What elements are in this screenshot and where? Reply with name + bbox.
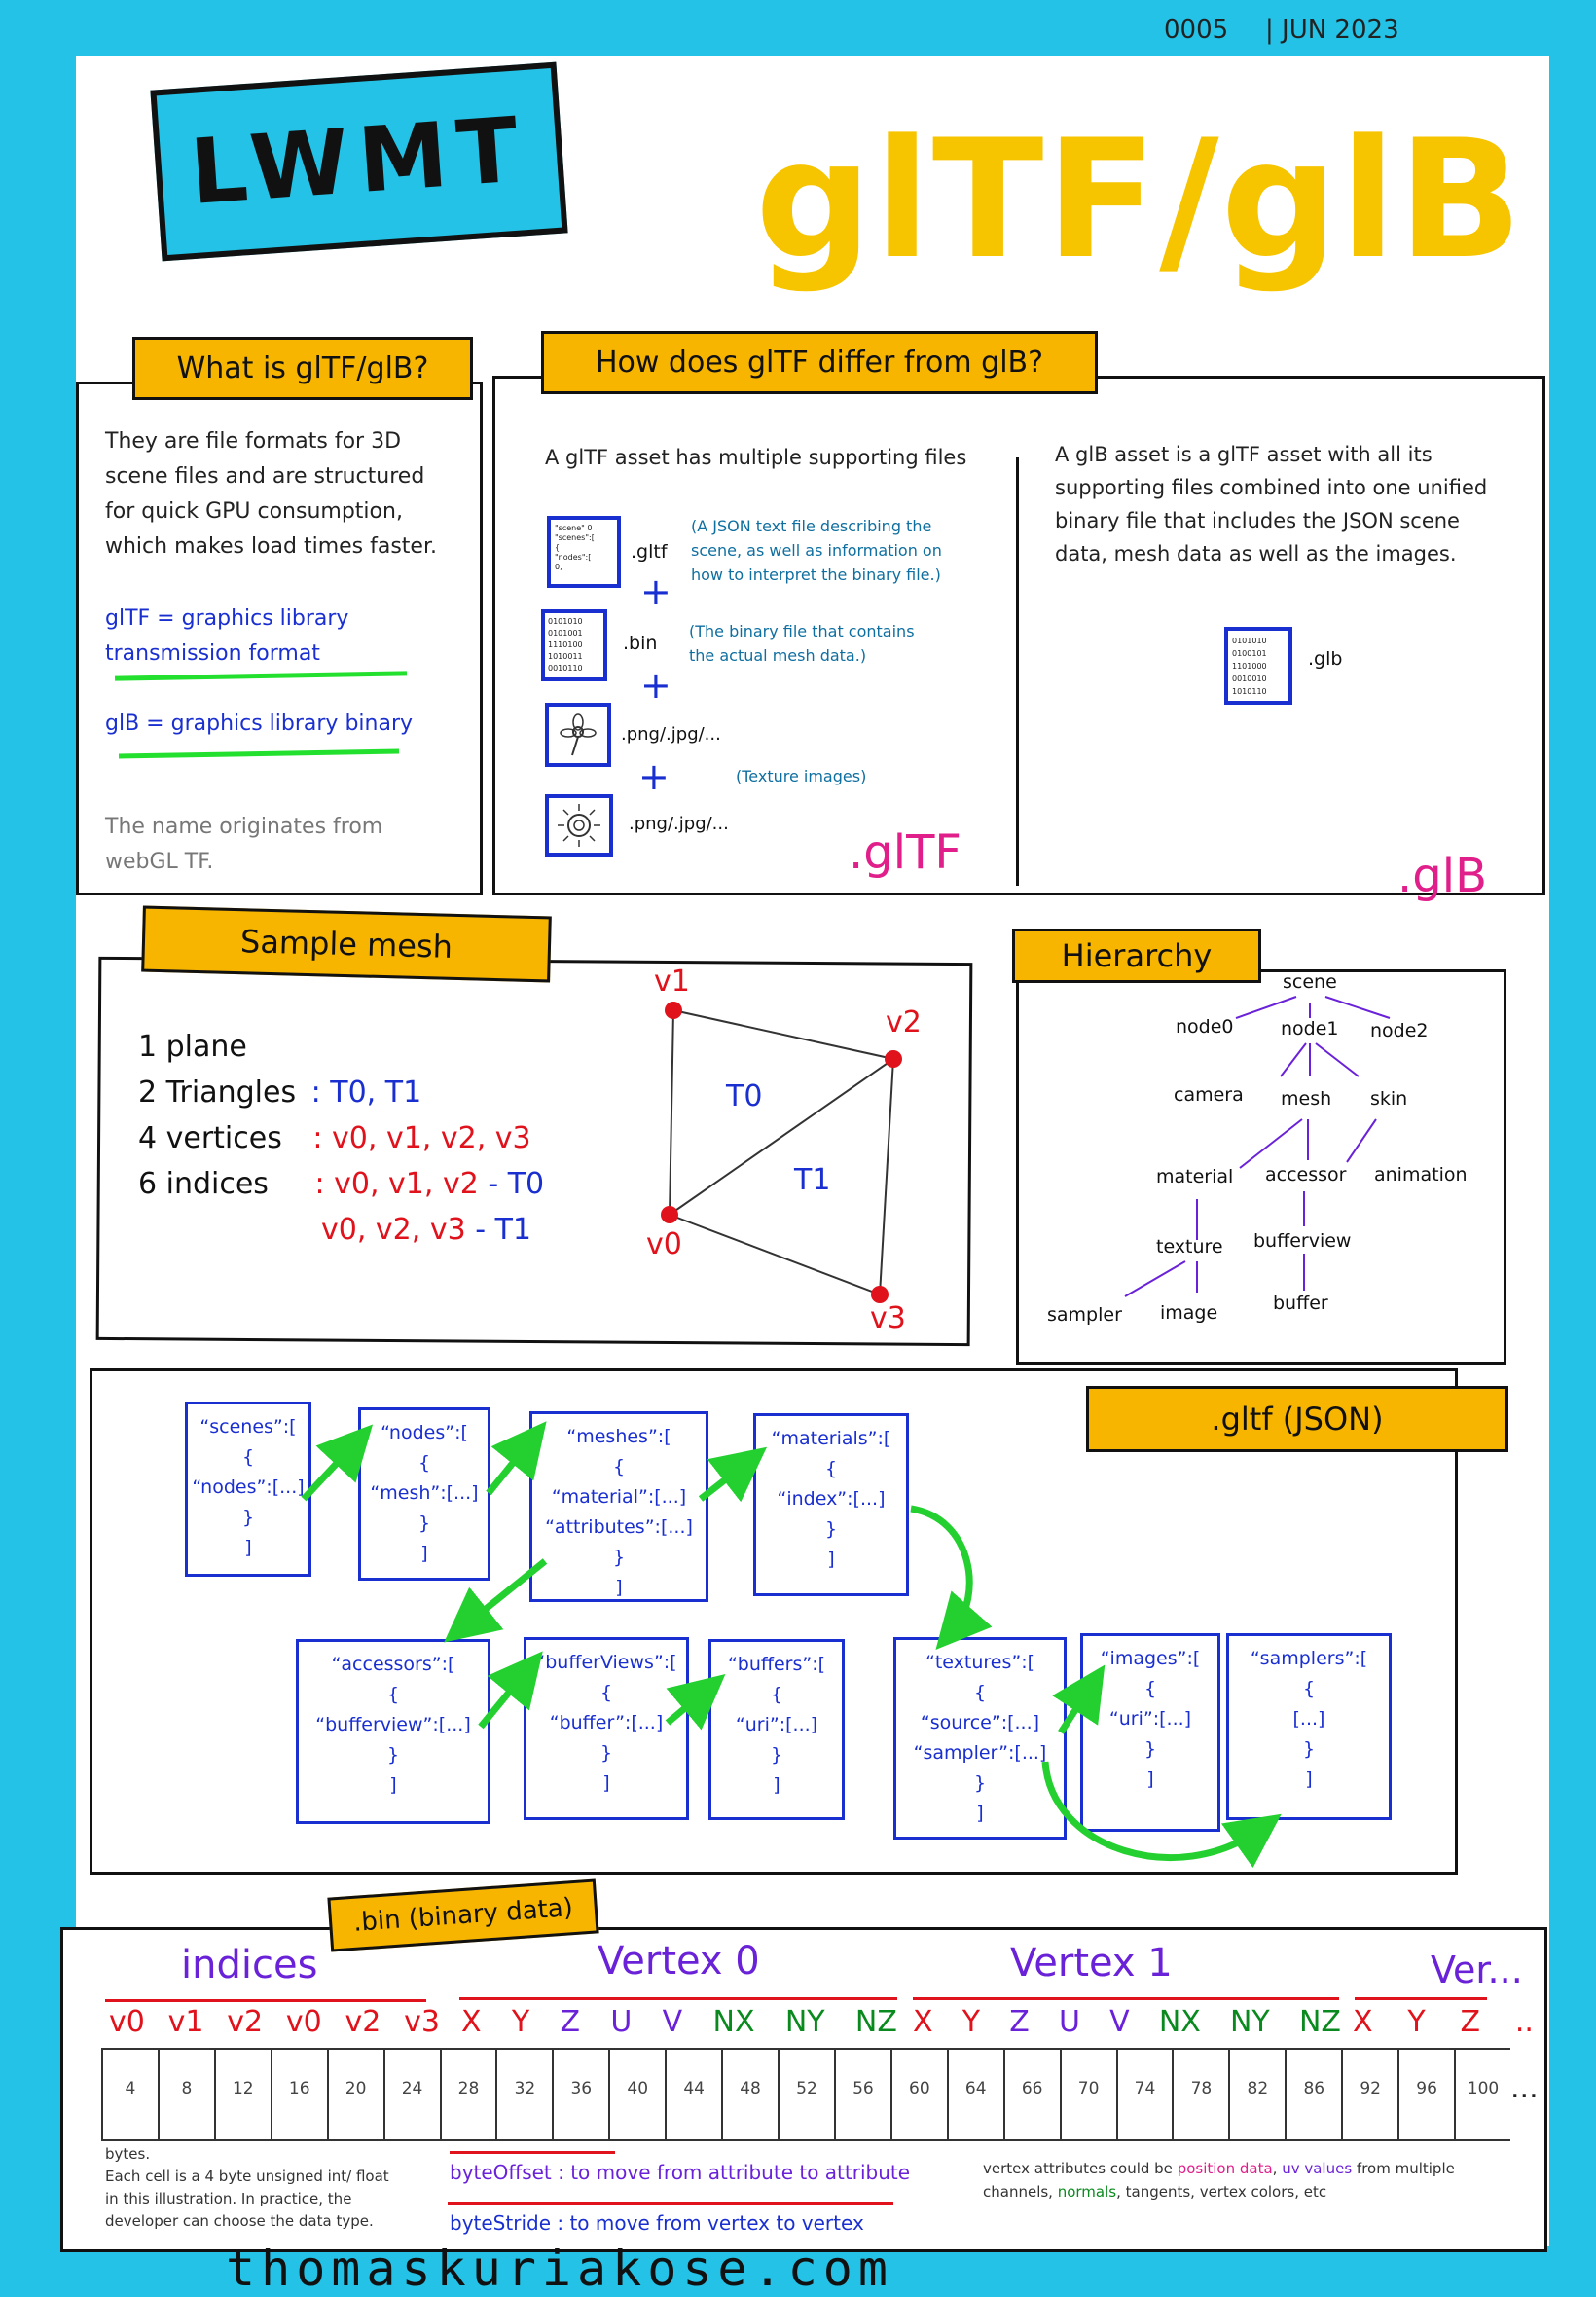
hier-buffer: buffer — [1273, 1293, 1328, 1314]
byte-cell: 12 — [214, 2048, 271, 2141]
hier-image: image — [1160, 1302, 1218, 1324]
glb-file-icon: 0101010 0100101 1101000 0010010 1010110 — [1224, 627, 1292, 705]
byte-cell: 8 — [158, 2048, 214, 2141]
json-tag: .gltf (JSON) — [1086, 1386, 1508, 1452]
mesh-fact-triangles: 2 Triangles : T0, T1 — [138, 1076, 422, 1110]
glb-big-label: .glB — [1397, 849, 1487, 903]
byte-cell: 96 — [1397, 2048, 1454, 2141]
mesh-fact-planes: 1 plane — [138, 1030, 247, 1064]
vertex-v2-label: v2 — [886, 1005, 922, 1039]
triangle-t1-label: T1 — [794, 1163, 831, 1197]
byte-cell: 66 — [1003, 2048, 1060, 2141]
byte-cell: 92 — [1341, 2048, 1397, 2141]
byte-cell: 32 — [495, 2048, 552, 2141]
what-description: They are file formats for 3D scene files and are structured for quick GPU consumption, which makes load times faster. — [105, 429, 437, 559]
indices-underline — [105, 1999, 426, 2002]
json-box-nodes: “nodes”:[ { “mesh”:[...] } ] — [358, 1407, 490, 1581]
json-box-buffers: “buffers”:[ { “uri”:[...] } ] — [708, 1639, 845, 1820]
index-labels-row — [109, 2005, 440, 2039]
plus-1: + — [640, 570, 671, 613]
attr-label: Z — [1009, 2005, 1030, 2039]
hier-bufferview: bufferview — [1253, 1230, 1352, 1252]
attr-label: Y — [511, 2005, 530, 2039]
gltf-definition: glTF = graphics library transmission format — [105, 606, 349, 666]
hier-node0: node0 — [1176, 1016, 1234, 1038]
cells-more: ... — [1510, 2071, 1539, 2105]
byte-cell: 78 — [1172, 2048, 1228, 2141]
attr-label: Z — [560, 2005, 581, 2039]
attr-dots: .. — [1514, 2005, 1534, 2039]
index-label: v0 — [285, 2005, 322, 2039]
byte-cell: 48 — [721, 2048, 778, 2141]
json-box-images: “images”:[ { “uri”:[...] } ] — [1080, 1633, 1220, 1832]
byte-cell: 36 — [552, 2048, 608, 2141]
attr-label: Y — [961, 2005, 981, 2039]
attr-label: Z — [1460, 2005, 1481, 2039]
bin-vertex1-heading: Vertex 1 — [1010, 1941, 1173, 1986]
differ-tag: How does glTF differ from glB? — [541, 331, 1098, 394]
byte-cell: 70 — [1060, 2048, 1116, 2141]
byte-cell: 100 — [1454, 2048, 1510, 2141]
index-label: v1 — [167, 2005, 204, 2039]
byte-cell: 56 — [834, 2048, 890, 2141]
serial-number: 0005 — [1164, 16, 1229, 45]
hier-node2: node2 — [1370, 1020, 1429, 1041]
vertex-v3-label: v3 — [870, 1301, 906, 1335]
bin-indices-heading: indices — [181, 1943, 318, 1987]
gltf-file-label: .gltf — [631, 541, 668, 563]
vertex1-attr-row — [913, 2005, 1341, 2039]
page-title: glTF/glB — [755, 104, 1525, 295]
hierarchy-tag: Hierarchy — [1012, 929, 1261, 983]
bin-file-icon: 0101010 0101001 1110100 1010011 0010110 — [541, 609, 607, 681]
hier-texture: texture — [1156, 1236, 1223, 1258]
bin-file-label: .bin — [623, 633, 658, 654]
hier-sampler: sampler — [1047, 1304, 1122, 1326]
date-label: | JUN 2023 — [1265, 16, 1399, 45]
mesh-tag: Sample mesh — [141, 906, 552, 983]
gltf-file-note: (A JSON text file describing the scene, as well as information on how to interpret the binary file.) — [691, 517, 942, 584]
json-box-materials: “materials”:[ { “index”:[...] } ] — [753, 1413, 909, 1596]
hier-camera: camera — [1174, 1084, 1244, 1106]
attr-label: NX — [1158, 2005, 1201, 2039]
bytestride-note: byteStride : to move from vertex to vertex — [450, 2211, 864, 2235]
json-box-textures: “textures”:[ { “source”:[...] “sampler”:[...] } ] — [893, 1637, 1067, 1840]
bin-file-note: (The binary file that contains the actual mesh data.) — [689, 622, 915, 665]
hier-accessor: accessor — [1265, 1164, 1347, 1185]
vertex-v0-label: v0 — [646, 1227, 682, 1261]
byte-cell: 20 — [327, 2048, 383, 2141]
glb-asset-description: A glB asset is a glTF asset with all its supporting files combined into one unified binary file that includes the JSON scene data, mesh data as well as the images. — [1055, 443, 1488, 565]
byte-cell: 82 — [1228, 2048, 1285, 2141]
bin-tag: .bin (binary data) — [327, 1878, 598, 1951]
image-file-label-1: .png/.jpg/... — [621, 724, 721, 745]
json-box-scenes: “scenes”:[ { “nodes”:[...] } ] — [185, 1402, 311, 1577]
index-label: v3 — [404, 2005, 440, 2039]
byte-cell: 40 — [608, 2048, 665, 2141]
json-box-meshes: “meshes”:[ { “material”:[...] “attributes”:[...] } ] — [529, 1411, 708, 1602]
vertex0-attr-row — [461, 2005, 897, 2039]
gltf-big-label: .glTF — [849, 825, 961, 880]
plus-3: + — [638, 755, 670, 798]
attr-label: X — [1353, 2005, 1373, 2039]
texture-note: (Texture images) — [736, 767, 867, 785]
bytes-note: bytes. Each cell is a 4 byte unsigned int/ float in this illustration. In practice, the developer can choose the data type. — [105, 2145, 389, 2230]
mesh-fact-vertices: 4 vertices : v0, v1, v2, v3 — [138, 1121, 531, 1155]
byte-cell: 52 — [778, 2048, 834, 2141]
attr-label: V — [662, 2005, 683, 2039]
bin-vertex-more-heading: Ver... — [1431, 1949, 1523, 1991]
hier-node1: node1 — [1281, 1018, 1339, 1039]
attr-label: NZ — [854, 2005, 897, 2039]
mesh-fact-indices: 6 indices : v0, v1, v2 - T0 — [138, 1167, 545, 1201]
gltf-asset-heading: A glTF asset has multiple supporting files — [545, 446, 967, 469]
hier-animation: animation — [1374, 1164, 1468, 1185]
origin-note: The name originates from webGL TF. — [105, 815, 383, 874]
byte-cell: 64 — [947, 2048, 1003, 2141]
byte-cell: 28 — [440, 2048, 496, 2141]
attr-label: NY — [1229, 2005, 1270, 2039]
footer-signature: thomaskuriakose.com — [226, 2241, 893, 2297]
vertex0-underline — [459, 1997, 897, 2000]
attr-label: NZ — [1298, 2005, 1341, 2039]
plus-2: + — [640, 664, 671, 707]
json-box-bufferviews: “bufferViews”:[ { “buffer”:[...] } ] — [524, 1637, 689, 1820]
index-label: v2 — [345, 2005, 381, 2039]
json-file-icon: "scene" 0 "scenes":[ { "nodes":[ 0, — [547, 516, 621, 588]
mesh-fact-indices-2: v0, v2, v3 - T1 — [321, 1213, 531, 1247]
vertex-more-attr-row — [1353, 2005, 1534, 2039]
logo-text: LWMT — [187, 97, 531, 225]
hier-mesh: mesh — [1281, 1088, 1332, 1110]
attr-label: Y — [1407, 2005, 1426, 2039]
vertex-v1-label: v1 — [654, 965, 690, 999]
attr-label: V — [1109, 2005, 1130, 2039]
attr-label: X — [461, 2005, 482, 2039]
byte-cell: 60 — [890, 2048, 947, 2141]
bytestride-line — [448, 2202, 893, 2205]
attr-label: X — [913, 2005, 933, 2039]
attributes-note: vertex attributes could be position data, uv values from multiple channels, normals, tangents, vertex colors, etc — [983, 2160, 1455, 2201]
byteoffset-note: byteOffset : to move from attribute to attribute — [450, 2161, 910, 2185]
index-label: v2 — [227, 2005, 264, 2039]
image-file-label-2: .png/.jpg/... — [629, 814, 729, 834]
bin-vertex0-heading: Vertex 0 — [598, 1939, 760, 1984]
glb-file-label: .glb — [1308, 648, 1343, 670]
hier-material: material — [1156, 1166, 1234, 1187]
hier-skin: skin — [1370, 1088, 1408, 1110]
byte-cell: 24 — [383, 2048, 440, 2141]
vertex-more-underline — [1355, 1997, 1487, 2000]
byte-cell: 74 — [1116, 2048, 1173, 2141]
hier-scene: scene — [1283, 971, 1337, 993]
byte-cell: 4 — [101, 2048, 158, 2141]
attr-label: U — [610, 2005, 633, 2039]
what-tag: What is glTF/glB? — [132, 337, 473, 400]
byte-cell: 44 — [665, 2048, 721, 2141]
json-box-samplers: “samplers”:[ { [...] } ] — [1226, 1633, 1392, 1820]
attr-label: U — [1058, 2005, 1080, 2039]
json-box-accessors: “accessors”:[ { “bufferview”:[...] } ] — [296, 1639, 490, 1824]
byte-cell: 86 — [1285, 2048, 1341, 2141]
attr-label: NY — [784, 2005, 825, 2039]
triangle-t0-label: T0 — [726, 1079, 763, 1113]
glb-definition: glB = graphics library binary — [105, 711, 414, 736]
index-label: v0 — [109, 2005, 145, 2039]
byte-cell: 16 — [271, 2048, 327, 2141]
attr-label: NX — [712, 2005, 755, 2039]
vertex1-underline — [913, 1997, 1339, 2000]
